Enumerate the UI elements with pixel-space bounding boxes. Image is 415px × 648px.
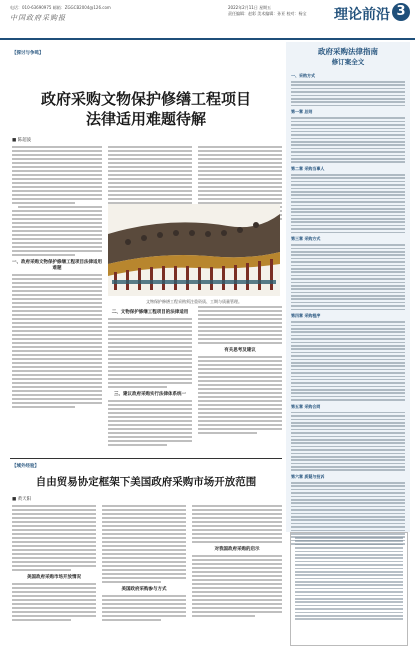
article2-subheading-1: 美国政府采购市场开放情况 bbox=[27, 575, 81, 580]
sidebar-item-4: 第五章 采购合同 bbox=[291, 403, 321, 409]
article2-subheading-3: 对我国政府采购的启示 bbox=[214, 547, 260, 552]
article2-column-1 bbox=[12, 505, 96, 623]
contact-info: 电话：010-63690975 邮箱：ZGGCB2004@126.com bbox=[10, 5, 111, 10]
sidebar-subtitle: 修订案全文 bbox=[331, 58, 365, 66]
article1-subheading-1: 一、政府采购文物保护修缮工程项目法律适用难题 bbox=[12, 260, 102, 271]
page-number-badge: 3 bbox=[392, 3, 410, 21]
sidebar-item-0: 第一章 总则 bbox=[291, 109, 313, 115]
article2-topic: 【域外经验】 bbox=[12, 464, 39, 469]
issue-date: 2022年2月11日 星期五 bbox=[228, 5, 272, 10]
article1-subheading-3: 三、建议政府采购实行法律体系统一 bbox=[114, 392, 186, 397]
newspaper-name: 中国政府采购报 bbox=[10, 14, 66, 22]
sidebar-title: 政府采购法律指南 bbox=[318, 47, 378, 56]
section-title: 理论前沿 bbox=[334, 7, 390, 23]
article2-column-2 bbox=[102, 505, 186, 623]
article2-column-3 bbox=[192, 505, 282, 619]
article1-topic: 【探讨与争鸣】 bbox=[12, 51, 44, 56]
article2-title: 自由贸易协定框架下美国政府采购市场开放范围 bbox=[35, 476, 257, 488]
article1-subheading-2: 二、文物保护修缮工程项目的法律适用 bbox=[111, 310, 189, 315]
palace-eaves-image bbox=[108, 204, 280, 296]
sidebar-item-2: 第三章 采购方式 bbox=[291, 236, 321, 242]
article1-column-2-lower bbox=[108, 306, 192, 448]
editor-credits: 责任编辑：赵彩 美术编辑：孙亚 校对：杨宝 bbox=[228, 11, 307, 16]
article2-subheading-2: 美国政府采购参与方式 bbox=[121, 587, 167, 592]
article1-title-line1: 政府采购文物保护修缮工程项目 bbox=[40, 90, 251, 108]
article2-author: ■ 黄天阳 bbox=[12, 497, 32, 502]
sidebar-section-head: 一、采购方式 bbox=[291, 73, 315, 78]
article1-column-3-lower bbox=[198, 306, 282, 436]
article1-column-1 bbox=[12, 146, 102, 410]
article1-title-line2: 法律适用难题待解 bbox=[85, 110, 206, 128]
article1-author: ■ 陈超波 bbox=[12, 138, 32, 143]
sidebar-item-1: 第二章 采购当事人 bbox=[291, 166, 325, 171]
article-divider bbox=[10, 458, 282, 459]
article1-subheading-4: 有关思考及建议 bbox=[224, 348, 256, 353]
sidebar-body bbox=[291, 70, 405, 546]
sidebar-lower-box bbox=[290, 532, 408, 646]
masthead bbox=[0, 0, 415, 40]
article1-photo bbox=[108, 204, 280, 296]
sidebar-item-5: 第六章 质疑与投诉 bbox=[291, 474, 325, 480]
sidebar-item-3: 第四章 采购程序 bbox=[291, 313, 321, 319]
article1-photo-caption: 文物保护修缮工程采购须注重资质、工期与质量管理。 bbox=[146, 299, 242, 304]
